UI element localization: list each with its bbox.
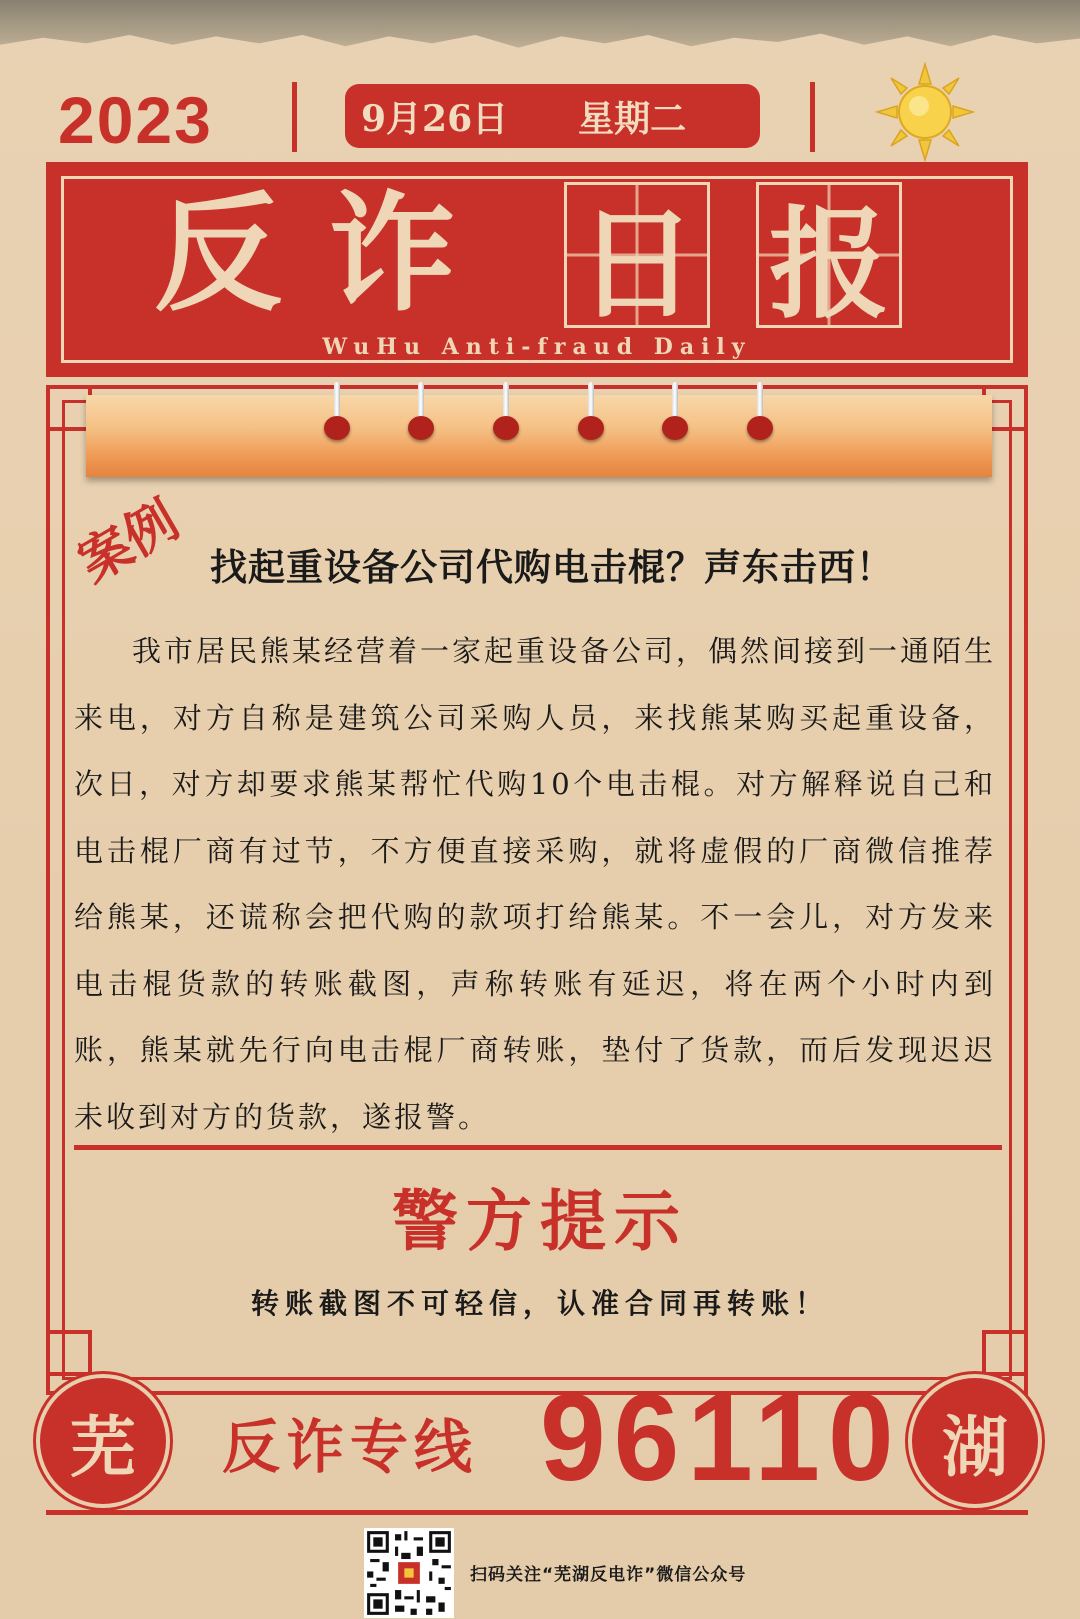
masthead-banner: [46, 162, 1028, 377]
binder-ring-icon: [408, 382, 434, 440]
binder-ring-icon: [493, 382, 519, 440]
hotline-number: 96110: [540, 1368, 902, 1508]
article-headline: 找起重设备公司代购电击棍？声东击西！: [210, 546, 894, 589]
binder-ring-icon: [662, 382, 688, 440]
police-tip-title: 警方提示: [392, 1182, 688, 1260]
section-divider: [74, 1145, 1002, 1150]
qr-code-icon[interactable]: [364, 1528, 454, 1618]
sun-icon: [875, 62, 975, 162]
seal-right: 湖: [912, 1378, 1038, 1504]
date-label: 9月26日: [361, 97, 509, 140]
binder-ring-icon: [578, 382, 604, 440]
masthead-char-grid: 日: [564, 182, 710, 328]
frame-corner: [982, 1330, 1028, 1376]
masthead-char: 诈: [328, 179, 457, 329]
hotline-label: 反诈专线: [222, 1413, 479, 1481]
calendar-roller: [86, 395, 992, 477]
year-label: 2023: [58, 83, 213, 157]
date-pill: [345, 84, 760, 148]
binder-ring-icon: [324, 382, 350, 440]
seal-left: 芜: [40, 1378, 166, 1504]
qr-caption: 扫码关注“芜湖反电诈”微信公众号: [470, 1565, 747, 1585]
masthead-subtitle: WuHu Anti-fraud Daily: [322, 334, 752, 360]
police-tip-text: 转账截图不可轻信，认准合同再转账！: [250, 1287, 829, 1320]
footer-divider: [46, 1510, 1028, 1515]
article-body: 我市居民熊某经营着一家起重设备公司，偶然间接到一通陌生来电，对方自称是建筑公司采购人员，来找熊某购买起重设备，次日，对方却要求熊某帮忙代购10个电击棍。对方解释说自己和电击棍厂商有过节，不方便直接采购，就将虚假的厂商微信推荐给熊某，还谎称会把代购的款项打给熊某。不一会儿，对方发来电击棍货款的转账截图，声称转账有延迟，将在两个小时内到账，熊某就先行向电击棍厂商转账，垫付了货款，而后发现迟迟未收到对方的货款，遂报警。: [74, 634, 997, 1134]
torn-paper-edge: [0, 0, 1080, 70]
masthead-char: 反: [154, 179, 283, 329]
divider-bar: [810, 82, 815, 152]
masthead-char-grid: 报: [756, 182, 902, 328]
case-badge: 案例: [68, 489, 189, 595]
weekday-label: 星期二: [578, 97, 687, 140]
binder-ring-icon: [747, 382, 773, 440]
frame-corner: [46, 1330, 92, 1376]
divider-bar: [292, 82, 297, 152]
